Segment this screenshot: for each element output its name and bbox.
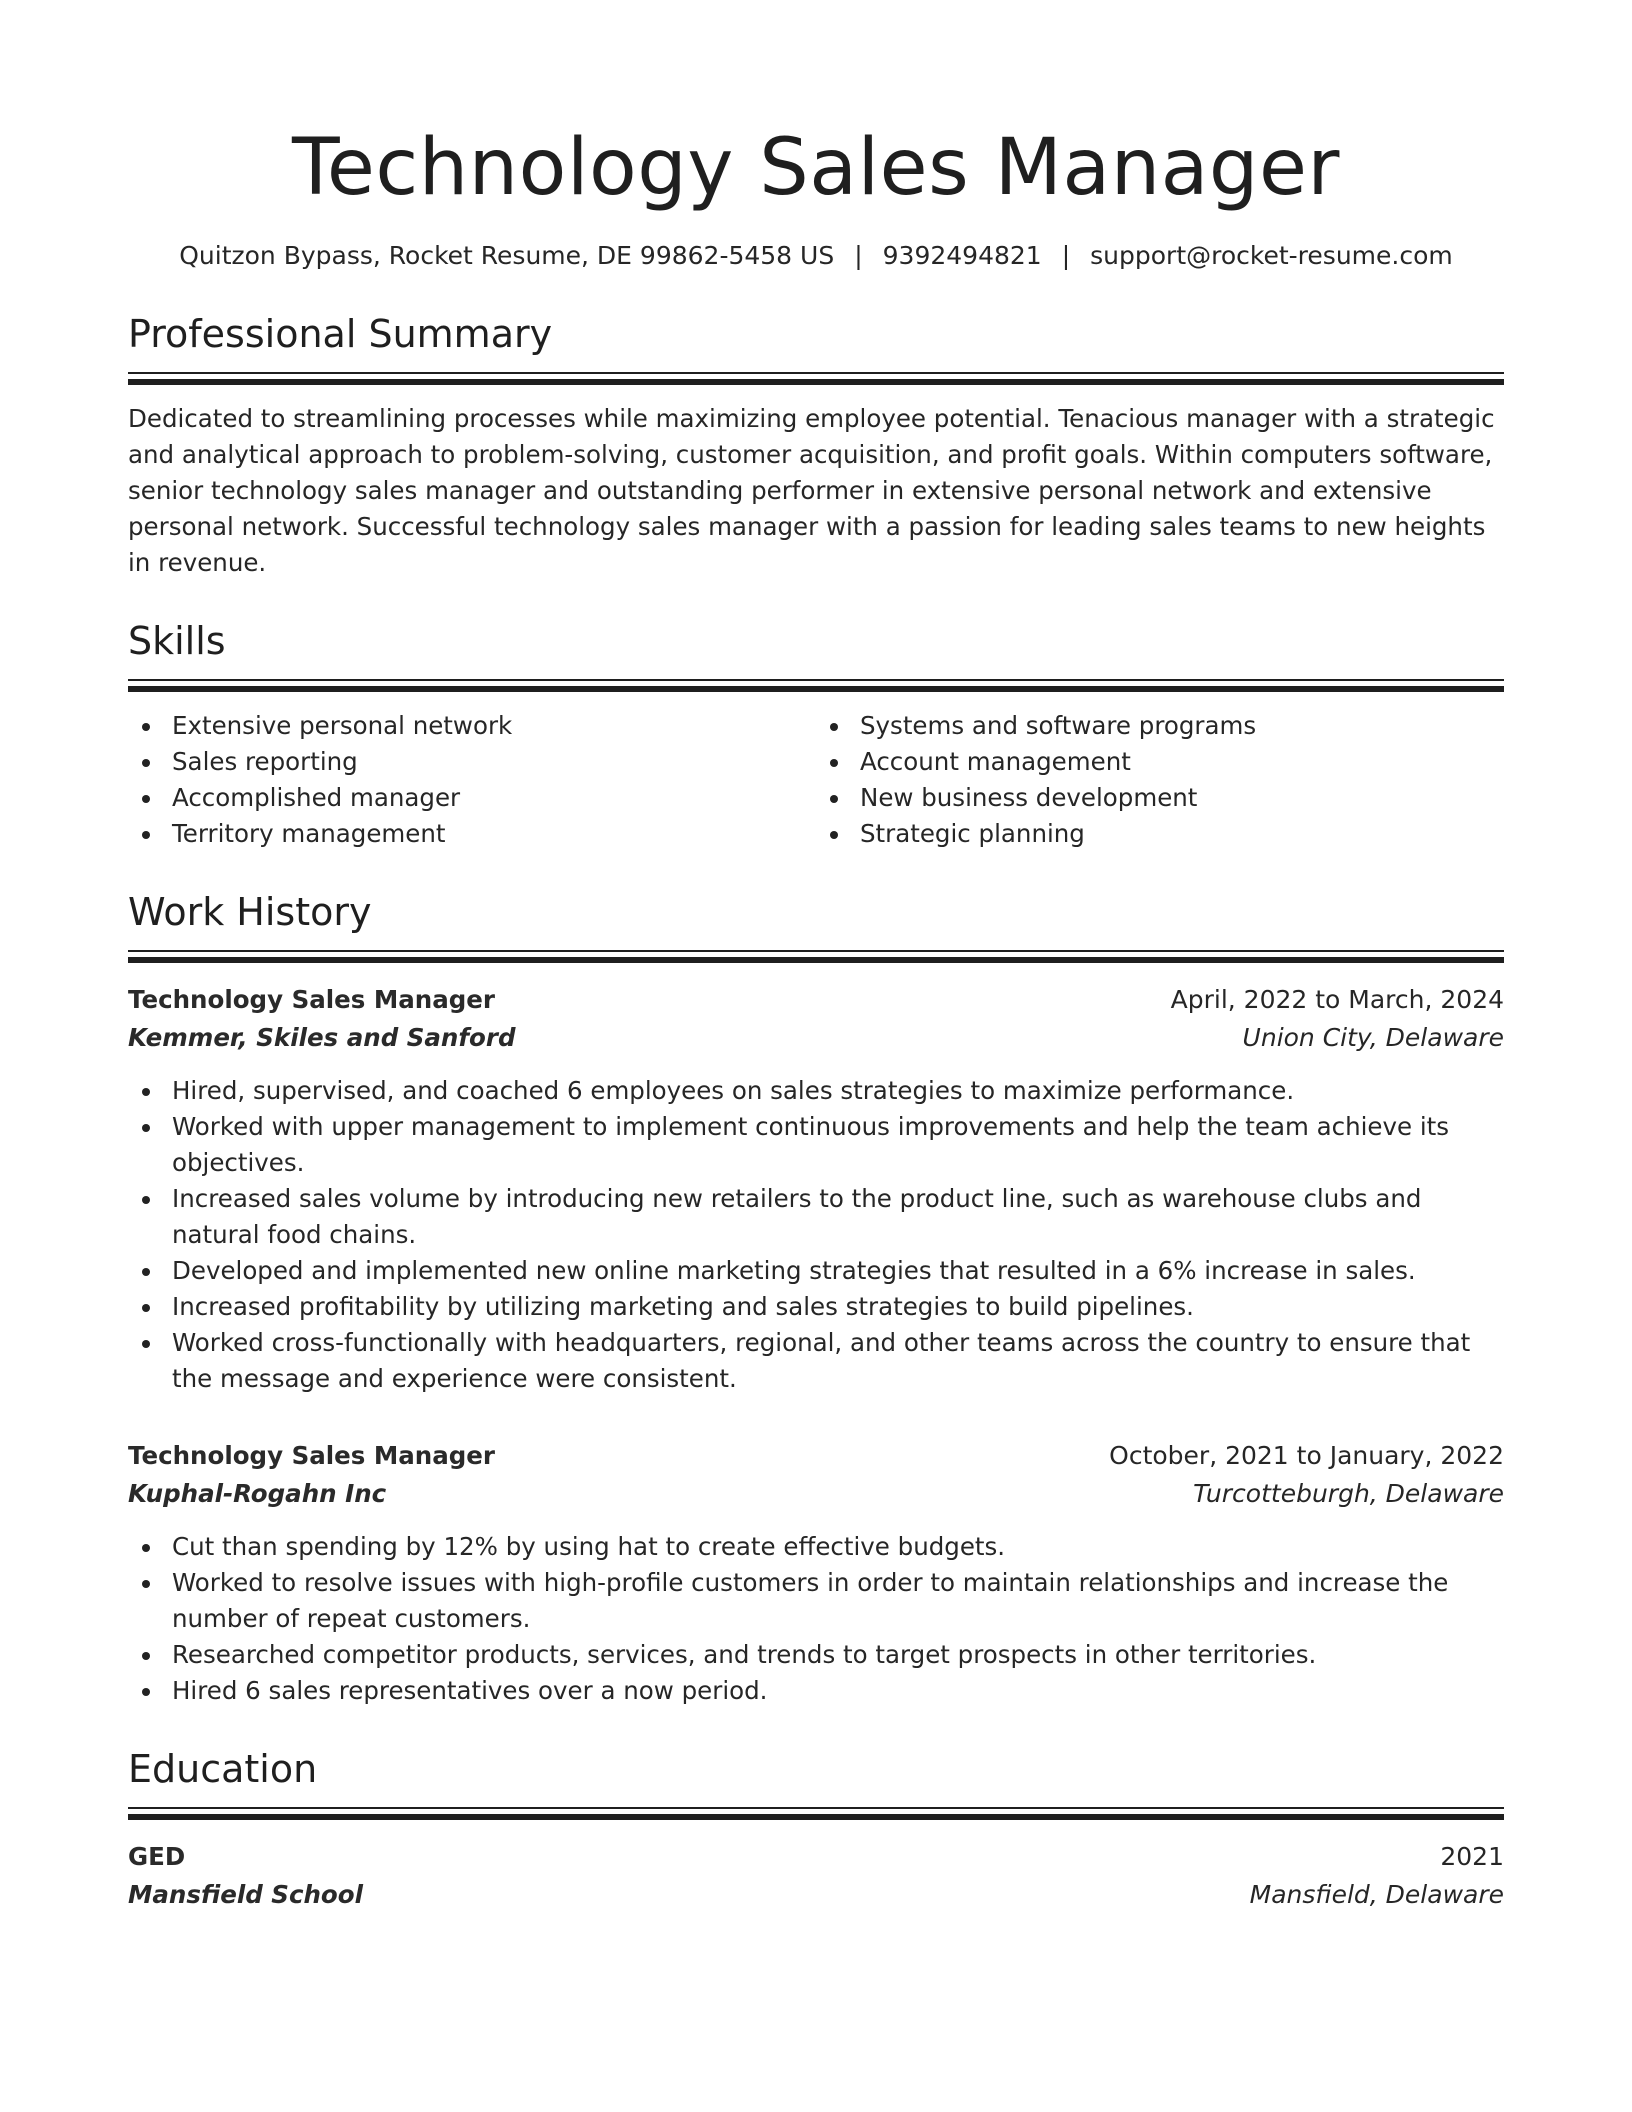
section-divider [128,1807,1504,1820]
job-bullets [128,1073,1504,1397]
job-title: Technology Sales Manager [128,985,496,1014]
job-location: Turcotteburgh, Delaware [1193,1479,1504,1508]
education-header-row [128,1838,1504,1876]
job-entry [128,981,1504,1397]
job-bullet: Increased sales volume by introducing new retailers to the product line, such as warehouse clubs and natural food chains. [128,1181,1504,1253]
contact-phone: 9392494821 [882,241,1042,270]
work-history-heading: Work History [128,890,372,934]
contact-address: Quitzon Bypass, Rocket Resume, DE 99862-5458 US [179,241,835,270]
job-dates: October, 2021 to January, 2022 [1109,1441,1504,1470]
skill-item: Systems and software programs [816,708,1504,744]
skill-item: Sales reporting [128,744,816,780]
education-location: Mansfield, Delaware [1249,1880,1504,1909]
job-bullets [128,1529,1504,1709]
contact-separator: | [854,241,863,270]
summary-heading: Professional Summary [128,312,553,356]
job-company-row [128,1019,1504,1057]
resume-page [128,118,1504,1914]
job-bullet: Worked cross-functionally with headquarters, regional, and other teams across the country to ensure that the message and experience were consistent. [128,1325,1504,1397]
section-divider [128,950,1504,963]
skills-columns [128,708,1504,852]
job-header-row [128,1437,1504,1475]
contact-line [128,238,1504,274]
job-title: Technology Sales Manager [128,1441,496,1470]
candidate-name: Technology Sales Manager [291,123,1340,213]
skills-section [128,617,1504,852]
skill-item: New business development [816,780,1504,816]
skill-item: Strategic planning [816,816,1504,852]
job-location: Union City, Delaware [1242,1023,1504,1052]
education-entry [128,1838,1504,1914]
education-degree: GED [128,1842,186,1871]
summary-text: Dedicated to streamlining processes while maximizing employee potential. Tenacious manager with a strategic and analytical approach to problem-solving, customer acquisition, and profit goals. Within computers software, senior technology sales manager and outstanding performer in extensive personal network and extensive personal network. Successful technology sales manager with a passion for leading sales teams to new heights in revenue. [128,404,1495,577]
job-company-row [128,1475,1504,1513]
job-bullet: Hired, supervised, and coached 6 employees on sales strategies to maximize performance. [128,1073,1504,1109]
education-heading: Education [128,1747,318,1791]
job-bullet: Worked with upper management to implement continuous improvements and help the team achieve its objectives. [128,1109,1504,1181]
contact-separator: | [1061,241,1071,270]
job-company: Kuphal-Rogahn Inc [128,1479,387,1508]
job-bullet: Hired 6 sales representatives over a now period. [128,1673,1504,1709]
section-divider [128,679,1504,692]
skill-item: Territory management [128,816,816,852]
education-section [128,1745,1504,1914]
section-divider [128,372,1504,385]
job-company: Kemmer, Skiles and Sanford [128,1023,516,1052]
summary-section [128,310,1504,581]
job-bullet: Researched competitor products, services, and trends to target prospects in other territories. [128,1637,1504,1673]
work-history-section [128,888,1504,1709]
skills-column-left [128,708,816,852]
job-dates: April, 2022 to March, 2024 [1170,985,1504,1014]
skills-column-right [816,708,1504,852]
skill-item: Account management [816,744,1504,780]
job-bullet: Developed and implemented new online marketing strategies that resulted in a 6% increase in sales. [128,1253,1504,1289]
skills-heading: Skills [128,619,226,663]
job-header-row [128,981,1504,1019]
education-year: 2021 [1440,1842,1504,1871]
skill-item: Extensive personal network [128,708,816,744]
job-bullet: Increased profitability by utilizing marketing and sales strategies to build pipelines. [128,1289,1504,1325]
education-school: Mansfield School [128,1880,363,1909]
skill-item: Accomplished manager [128,780,816,816]
education-school-row [128,1876,1504,1914]
job-entry [128,1437,1504,1709]
job-bullet: Worked to resolve issues with high-profile customers in order to maintain relationships and increase the number of repeat customers. [128,1565,1504,1637]
contact-email[interactable]: support@rocket-resume.com [1090,241,1453,270]
job-bullet: Cut than spending by 12% by using hat to create effective budgets. [128,1529,1504,1565]
